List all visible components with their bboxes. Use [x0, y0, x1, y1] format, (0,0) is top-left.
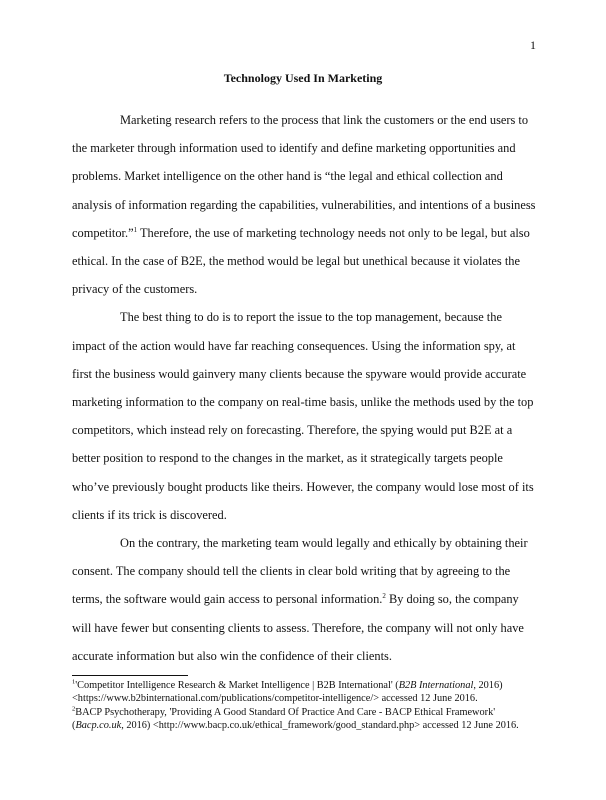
footnote-1-number: 1 — [72, 678, 76, 686]
footnotes — [72, 679, 542, 733]
paragraph-2 — [72, 303, 536, 529]
footnote-2-text-continued: , 2016) <http://www.bacp.co.uk/ethical_framework/good_standard.php> accessed 12 June 2016. — [121, 720, 519, 732]
footnote-separator — [72, 675, 188, 676]
footnote-1 — [72, 679, 542, 706]
paragraph-1-text: Marketing research refers to the process that link the customers or the end users to the marketer through information used to identify and define marketing opportunities and problems. Market intelligence on the other hand is “the legal and ethical collection and analysis of information regarding the capabilities, vulnerabilities, and intentions of a business competitor.” — [72, 113, 536, 240]
footnote-reference-1[interactable]: 1 — [133, 225, 138, 234]
page-number: 1 — [530, 38, 536, 52]
paragraph-3-text: On the contrary, the marketing team would legally and ethically by obtaining their consent. The company should tell the clients in clear bold writing that by agreeing to the terms, the software would gain access to personal information. — [72, 536, 528, 607]
paragraph-3 — [72, 529, 536, 670]
paragraph-2-text: The best thing to do is to report the issue to the top management, because the impact of the action would have far reaching consequences. Using the information spy, at first the business would gainvery many clients because the spyware would provide accurate marketing information to the company on real-time basis, unlike the methods used by the top competitors, which instead rely on forecasting. Therefore, the spying would put B2E at a better position to respond to the changes in the market, as it strategically targets people who’ve previously bought products like theirs. However, the company would lose most of its clients if its trick is discovered. — [72, 310, 534, 522]
footnote-2-source: Bacp.co.uk — [75, 720, 122, 732]
footnote-1-source: B2B International — [398, 680, 474, 691]
body-text — [72, 106, 536, 670]
footnote-2 — [72, 706, 542, 733]
footnote-1-text-continued: , 2016) <https://www.b2binternational.com/publications/competitor-intelligence/> accessed 12 June 2016. — [72, 680, 503, 705]
paragraph-1-text-continued: Therefore, the use of marketing technology needs not only to be legal, but also ethical. In the case of B2E, the method would be legal but unethical because it violates the privacy of the customers. — [72, 225, 530, 297]
paragraph-1 — [72, 106, 536, 303]
footnote-2-text: BACP Psychotherapy, 'Providing A Good Standard Of Practice And Care - BACP Ethical Framework' ( — [72, 706, 496, 732]
footnote-reference-2[interactable]: 2 — [382, 592, 386, 601]
paragraph-3-text-continued: By doing so, the company will have fewer but consenting clients to assess. Therefore, the company will not only have accurate information but also win the confidence of their clients. — [72, 592, 524, 663]
footnote-2-number: 2 — [72, 705, 76, 713]
footnote-1-text: 'Competitor Intelligence Research & Market Intelligence | B2B International' ( — [75, 680, 399, 691]
document-title: Technology Used In Marketing — [223, 71, 383, 85]
